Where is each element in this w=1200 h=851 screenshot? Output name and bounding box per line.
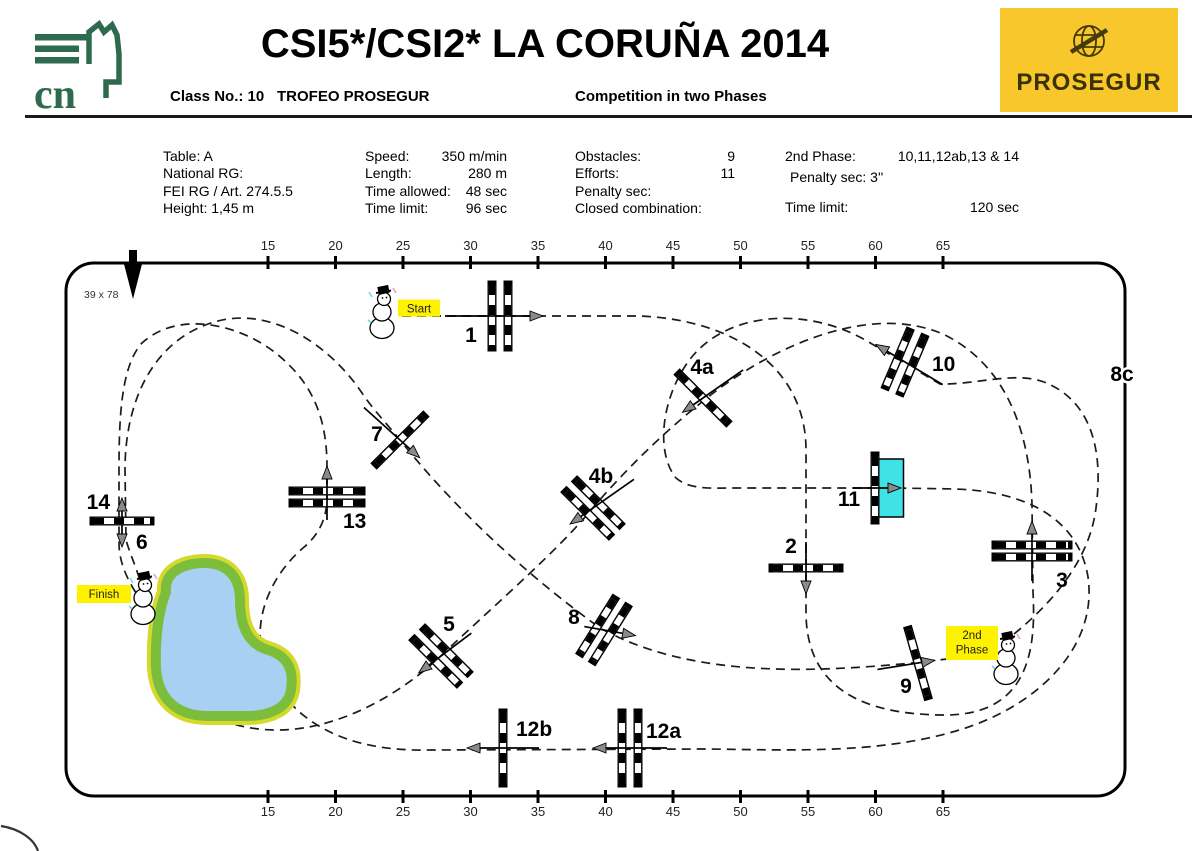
direction-arrow-head [467,743,480,753]
obstacle-11 [838,456,904,520]
info-line: Penalty sec: [575,182,652,199]
ruler-label-top: 60 [868,238,883,253]
info-line: Time allowed: 48 sec [365,182,507,199]
direction-arrow-head [1027,521,1037,534]
direction-arrow-head [622,628,636,638]
obstacle-number-12b: 12b [516,718,553,741]
start-badge [398,300,440,317]
sparkle [369,292,372,297]
direction-arrow-head [801,581,811,594]
logo-text: cn [34,72,76,115]
sparkle [393,288,396,293]
sparkle [130,578,133,583]
obstacle-13 [293,466,366,533]
finish-badge [77,585,131,603]
obstacle-7 [364,408,423,464]
obstacle-9 [878,630,935,698]
ruler-label-bottom: 25 [395,804,411,819]
page-title: CSI5*/CSI2* LA CORUÑA 2014 [260,22,830,66]
info-line: Height: 1,45 m [163,200,255,217]
second-phase-badge-text: 2nd [962,630,982,642]
ruler-label-top: 30 [463,238,478,253]
sponsor-name: PROSEGUR [1016,69,1162,96]
sparkle [154,574,157,579]
finish-snowman [129,571,157,625]
water-jump [156,563,292,716]
obstacle-number-4a: 4a [690,356,714,379]
start-badge-text: Start [406,303,432,316]
ruler-label-top: 20 [328,238,343,253]
snowman-eye [386,297,388,299]
direction-arrow-head [322,466,332,479]
ruler-label-top: 65 [935,238,951,253]
ruler-label-bottom: 30 [463,804,478,819]
obstacle-6 [117,523,148,554]
ruler-label-bottom: 35 [530,804,546,819]
ruler-label-top: 35 [530,238,546,253]
second-phase-badge-text: Phase [955,644,989,657]
sparkle [368,320,371,323]
obstacle-number-13: 13 [343,510,367,533]
obstacle-4b [566,465,633,535]
ruler-label-bottom: 45 [665,804,681,819]
obstacle-1 [445,285,543,347]
ruler-label-top: 55 [800,238,816,253]
obstacle-3 [996,521,1068,592]
entrance-arrow-icon [124,264,142,299]
direction-arrow-head [683,401,697,413]
ruler-label-bottom: 55 [800,804,816,819]
entrance-arrow-icon [129,250,137,265]
obstacle-number-9: 9 [900,675,912,698]
direction-arrow-head [419,661,432,673]
obstacle-12a [593,713,681,783]
ruler-label-bottom: 50 [733,804,748,819]
sparkle [992,666,995,669]
direction-arrow-head [921,657,935,667]
snowman-eye [382,297,384,299]
obstacle-number-3: 3 [1056,569,1068,592]
info-line: National RG: [163,165,244,182]
ruler-label-top: 50 [733,238,748,253]
obstacle-number-5: 5 [443,613,455,636]
snowman-eye [1006,643,1008,645]
obstacle-number-1: 1 [465,324,477,347]
ruler-label-bottom: 60 [868,804,883,819]
ruler-label-bottom: 15 [260,804,276,819]
trophy-name: TROFEO PROSEGUR [277,88,430,105]
info-line: Table: A [163,148,213,164]
obstacle-number-11: 11 [837,488,861,511]
snowman-eye [147,583,149,585]
info-line: Time limit: 120 sec [785,198,1019,215]
obstacle-number-14: 14 [86,491,110,514]
info-line: Efforts: 11 [575,165,735,182]
obstacle-number-2: 2 [785,535,797,558]
class-number: Class No.: 10 [170,88,265,105]
info-line: Speed: 350 m/min [365,148,507,164]
snowman-eye [143,583,145,585]
sparkle [129,606,132,609]
sparkle [1017,634,1020,639]
competition-type: Competition in two Phases [575,88,767,105]
snowman-eye [1010,643,1012,645]
ruler-label-bottom: 65 [935,804,951,819]
info-line: Length: 280 m [365,165,507,182]
obstacle-number-8: 8 [568,606,580,629]
obstacle-number-12a: 12a [646,720,682,743]
ruler-label-bottom: 20 [328,804,343,819]
ruler-label-bottom: 40 [598,804,613,819]
info-line: 2nd Phase: 10,11,12ab,13 & 14 [785,148,1019,164]
obstacle-10 [876,332,956,392]
ruler-label-top: 45 [665,238,681,253]
arena-size-label: 39 x 78 [84,289,119,301]
ruler-label-top: 15 [260,238,276,253]
info-line: Closed combination: [575,200,702,217]
start-snowman [368,285,396,339]
obstacle-2 [773,535,839,594]
finish-badge-text: Finish [88,589,120,601]
obstacle-12b [467,713,552,783]
second-phase-badge [946,626,998,660]
side-label-8c: 8c [1110,363,1134,386]
info-line: FEI RG / Art. 274.5.5 [163,182,293,199]
ruler-label-top: 40 [598,238,613,253]
obstacle-number-4b: 4b [588,465,614,488]
obstacle-8 [568,600,635,661]
direction-arrow-head [593,743,606,753]
info-line: Obstacles: 9 [575,148,735,164]
obstacle-number-7: 7 [371,423,383,446]
corner-arc [1,826,38,851]
info-line: Time limit: 96 sec [365,200,507,217]
ruler-label-top: 25 [395,238,411,253]
direction-arrow-head [530,311,543,321]
obstacle-number-10: 10 [932,353,956,376]
obstacle-number-6: 6 [136,531,148,554]
info-line: Penalty sec: 3'' [790,169,884,186]
